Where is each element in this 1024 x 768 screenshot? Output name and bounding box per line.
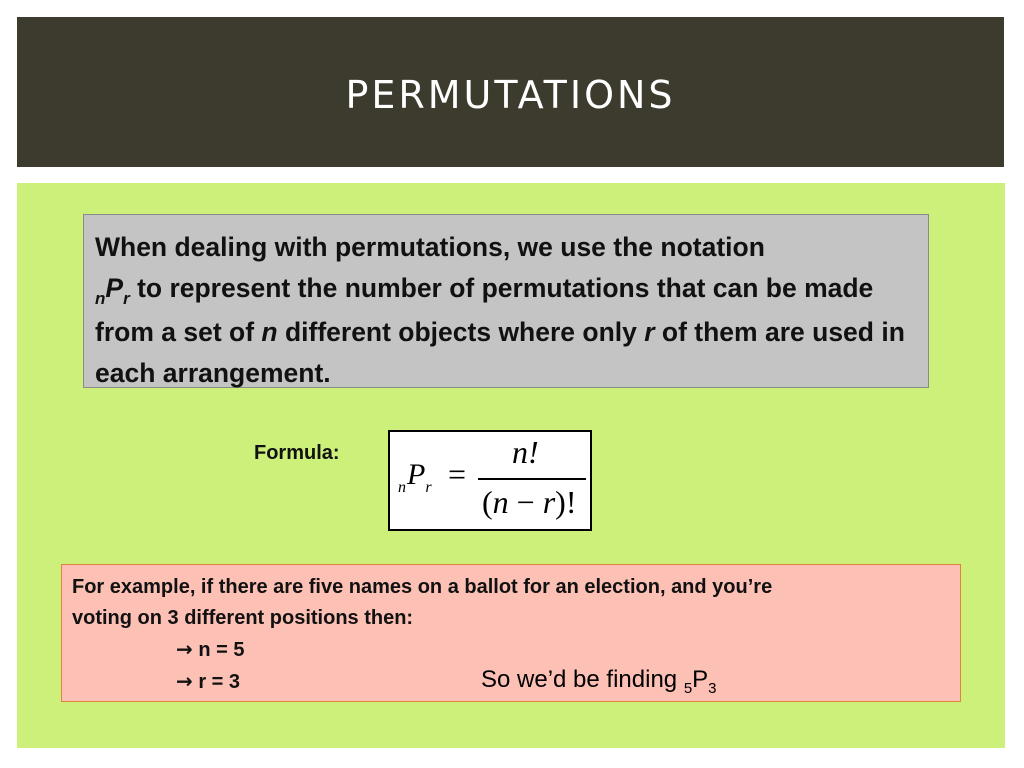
example-r-value: r = 3 — [192, 671, 241, 693]
example-line-1: For example, if there are five names on a ballot for an election, and you’re — [72, 576, 773, 598]
arrow-right-icon: → — [176, 637, 193, 661]
finding-subscript-5: 5 — [683, 680, 693, 697]
formula-box — [388, 430, 592, 531]
finding-p: P — [692, 666, 709, 693]
formula-lhs-p: P — [407, 458, 426, 491]
example-n-value: n = 5 — [192, 639, 245, 661]
finding-text — [481, 664, 717, 698]
notation-subscript-r: r — [123, 289, 130, 308]
example-box — [61, 564, 961, 702]
definition-text-3: different objects where only — [277, 317, 645, 347]
denominator-open-paren: ( — [482, 484, 493, 520]
arrow-right-icon: → — [176, 669, 193, 693]
notation-p: P — [105, 273, 124, 303]
definition-text-1: When dealing with permutations, we use the notation — [95, 232, 765, 262]
definition-box — [83, 214, 929, 388]
fraction-bar — [478, 478, 586, 480]
denominator-close: )! — [555, 484, 577, 520]
denominator-n: n — [492, 484, 509, 520]
finding-label: So we’d be finding — [481, 666, 684, 693]
definition-var-r: r — [644, 317, 655, 347]
example-line-2: voting on 3 different positions then: — [72, 607, 414, 629]
formula-label: Formula: — [254, 442, 340, 464]
title-bar — [17, 17, 1004, 167]
notation-subscript-n: n — [95, 289, 106, 308]
formula-equals: = — [448, 456, 467, 492]
formula-numerator: n! — [512, 434, 539, 470]
example-n-line — [72, 634, 950, 666]
formula-lhs-subscript-r: r — [425, 479, 432, 496]
finding-subscript-3: 3 — [708, 680, 717, 697]
formula-denominator — [482, 484, 576, 521]
slide-title: PERMUTATIONS — [345, 73, 676, 117]
definition-text-2: to represent the number of permutations that can be made from a set of — [95, 273, 874, 347]
formula-lhs — [398, 458, 432, 496]
definition-text-4: of them are used in each arrangement. — [95, 317, 905, 388]
formula-lhs-subscript-n: n — [398, 479, 406, 496]
denominator-r: r — [542, 484, 556, 520]
denominator-minus: − — [508, 484, 543, 520]
definition-var-n: n — [261, 317, 278, 347]
